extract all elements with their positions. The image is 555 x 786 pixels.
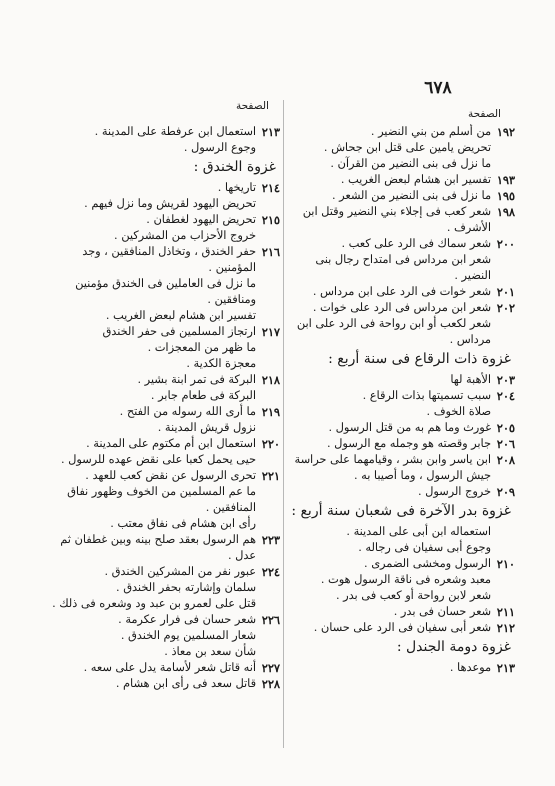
index-entry: [40, 212, 280, 228]
entry-text: شعر سماك فى الرد على كعب .: [341, 237, 491, 250]
entry-page-number: ١٩٥: [496, 189, 515, 203]
entry-page-number: ٢٢٦: [261, 613, 280, 627]
section-heading: غزوة ذات الرقاع فى سنة أربع :: [328, 351, 511, 367]
entry-text: صلاة الخوف .: [426, 405, 491, 418]
entry-text: استعمال ابن أم مكتوم على المدينة .: [86, 437, 256, 450]
entry-page-number: ١٩٢: [496, 125, 515, 139]
entry-text: ابن ياسر وابن بشر ، وقيامهما على حراسة جيش الرسول ، وما أصيبا به .: [294, 453, 491, 482]
entry-text: جابر وقصته هو وجمله مع الرسول .: [326, 437, 491, 450]
entry-text: شعار المسلمين يوم الخندق .: [120, 629, 256, 642]
index-entry: [288, 204, 515, 236]
section-heading: غزوة الخندق :: [193, 159, 276, 175]
entry-page-number: ٢١٠: [496, 557, 515, 571]
entry-page-number: ٢٠١: [496, 285, 515, 299]
entry-text: ارتجاز المسلمين فى حفر الخندق: [102, 325, 256, 338]
entry-text: شعر لابن رواحة أو كعب فى بدر .: [335, 589, 491, 602]
index-entry: [40, 468, 280, 484]
entry-text: أنه قاتل شعر لأسامة يدل على سعه .: [83, 661, 256, 674]
entry-text: الرسول ومخشى الضمرى .: [364, 557, 491, 570]
entry-page-number: ٢١٤: [261, 181, 280, 195]
index-entry: [40, 628, 280, 644]
entry-page-number: ٢٢٤: [261, 565, 280, 579]
index-entry: [288, 604, 515, 620]
index-entry: [288, 172, 515, 188]
index-entry: [288, 156, 515, 172]
entry-page-number: ٢١٨: [261, 373, 280, 387]
entry-page-number: ٢١٥: [261, 213, 280, 227]
left-column: [40, 124, 280, 724]
entry-page-number: ٢١٦: [261, 245, 280, 259]
index-entry: [40, 372, 280, 388]
index-entry: [288, 236, 515, 252]
index-entry: [40, 420, 280, 436]
entry-page-number: ٢٠٥: [496, 421, 515, 435]
entry-text: عبور نفر من المشركين الخندق .: [104, 565, 256, 578]
entry-text: غورث وما هم به من قتل الرسول .: [328, 421, 491, 434]
column-divider: [283, 100, 284, 748]
entry-text: شعر حسان فى فرار عكرمة .: [118, 613, 256, 626]
entry-page-number: ٢٠٨: [496, 453, 515, 467]
entry-text: هم الرسول بعقد صلح بينه وبين غطفان ثم عدل .: [60, 533, 256, 562]
entry-text: حفر الخندق ، وتخاذل المنافقين ، وجد المؤمنين .: [82, 245, 256, 274]
index-entry: [40, 180, 280, 196]
entry-page-number: ٢١٣: [496, 661, 515, 675]
entry-text: ما نزل فى بنى النضير من القرآن .: [330, 157, 491, 170]
index-entry: [288, 452, 515, 484]
index-entry: [40, 484, 280, 516]
entry-page-number: ٢١١: [496, 605, 515, 619]
entry-text: ما ظهر من المعجزات .: [147, 341, 256, 354]
index-entry: [288, 300, 515, 316]
index-entry: [288, 588, 515, 604]
index-entry: [40, 516, 280, 532]
index-entry: [288, 660, 515, 676]
entry-text: الأهبة لها: [450, 373, 491, 386]
entry-text: تفسير ابن هشام لبعض الغريب .: [340, 173, 491, 186]
entry-text: قاتل سعد فى رأى ابن هشام .: [115, 677, 256, 690]
entry-text: ما أرى الله رسوله من الفتح .: [119, 405, 256, 418]
index-entry: [288, 484, 515, 500]
entry-page-number: ٢٢٧: [261, 661, 280, 675]
header-right-label: الصفحة: [468, 108, 501, 120]
entry-text: سبب تسميتها بذات الرقاع .: [362, 389, 491, 402]
entry-text: حيى يحمل كعبا على نقض عهده للرسول .: [60, 453, 256, 466]
entry-text: شعر ابن مرداس فى الرد على خوات .: [312, 301, 491, 314]
index-entry: [40, 564, 280, 580]
index-entry: [288, 372, 515, 388]
right-column: [288, 124, 515, 724]
entry-text: تحرى الرسول عن نقض كعب للعهد .: [85, 469, 256, 482]
index-entry: [40, 124, 280, 140]
index-entry: [40, 596, 280, 612]
index-entry: [288, 388, 515, 404]
entry-text: تاريخها .: [217, 181, 256, 194]
entry-text: شعر حسان فى بدر .: [393, 605, 491, 618]
entry-text: البركة فى تمر ابنة بشير .: [137, 373, 256, 386]
page-number: ٦٧٨: [424, 78, 452, 98]
index-entry: [40, 324, 280, 340]
index-entry: [40, 404, 280, 420]
index-entry: [288, 540, 515, 556]
index-entry: [40, 612, 280, 628]
entry-text: تفسير ابن هشام لبعض الغريب .: [105, 309, 256, 322]
entry-text: شعر أبى سفيان فى الرد على حسان .: [313, 621, 491, 634]
entry-page-number: ١٩٣: [496, 173, 515, 187]
entry-page-number: ٢٠٠: [496, 237, 515, 251]
entry-text: تحريض يامين على قتل ابن جحاش .: [323, 141, 491, 154]
entry-page-number: ٢٠٩: [496, 485, 515, 499]
entry-text: وجوع الرسول .: [183, 141, 256, 154]
index-entry: [288, 404, 515, 420]
index-entry: [40, 452, 280, 468]
entry-page-number: ١٩٨: [496, 205, 515, 219]
index-entry: [40, 676, 280, 692]
index-entry: [40, 196, 280, 212]
entry-text: خروج الأحزاب من المشركين .: [114, 229, 256, 242]
entry-text: تحريض اليهود لقريش وما نزل فيهم .: [84, 197, 256, 210]
index-entry: [40, 388, 280, 404]
index-entry: [40, 580, 280, 596]
index-entry: [288, 188, 515, 204]
index-entry: [40, 244, 280, 276]
entry-text: من أسلم من بني النضير .: [370, 125, 491, 138]
index-entry: [288, 524, 515, 540]
entry-text: سلمان وإشارته بحفر الخندق .: [116, 581, 256, 594]
index-entry: [40, 532, 280, 564]
entry-text: شعر خوات فى الرد على ابن مرداس .: [312, 285, 491, 298]
entry-page-number: ٢١٣: [261, 125, 280, 139]
index-entry: [288, 572, 515, 588]
entry-text: البركة فى طعام جابر .: [150, 389, 256, 402]
entry-text: شعر لكعب أو ابن رواحة فى الرد على ابن مرداس .: [296, 317, 491, 346]
entry-page-number: ٢٢٨: [261, 677, 280, 691]
entry-page-number: ٢٢٣: [261, 533, 280, 547]
index-entry: [40, 356, 280, 372]
entry-page-number: ٢٠٢: [496, 301, 515, 315]
section-heading: غزوة بدر الآخرة فى شعبان سنة أربع :: [291, 503, 511, 519]
index-entry: [288, 140, 515, 156]
section-heading: غزوة دومة الجندل :: [396, 639, 511, 655]
entry-text: استعمال ابن عرفطة على المدينة .: [94, 125, 256, 138]
index-entry: [40, 340, 280, 356]
entry-page-number: ٢٠٤: [496, 389, 515, 403]
entry-text: قتل على لعمرو بن عبد ود وشعره فى ذلك .: [52, 597, 256, 610]
entry-text: شأن سعد بن معاذ .: [164, 645, 256, 658]
entry-page-number: ٢٠٣: [496, 373, 515, 387]
index-entry: [40, 276, 280, 308]
index-entry: [288, 316, 515, 348]
index-entry: [288, 284, 515, 300]
index-entry: [40, 660, 280, 676]
entry-text: ما عم المسلمين من الخوف وظهور نفاق المنافقين .: [67, 485, 256, 514]
entry-text: ما نزل فى العاملين فى الخندق مؤمنين ومنافقين .: [75, 277, 256, 306]
index-entry: [288, 252, 515, 284]
entry-page-number: ٢١٢: [496, 621, 515, 635]
index-entry: [288, 124, 515, 140]
index-entry: [288, 436, 515, 452]
index-entry: [40, 308, 280, 324]
index-entry: [288, 556, 515, 572]
entry-text: موعدها .: [449, 661, 491, 674]
index-entry: [40, 140, 280, 156]
entry-page-number: ٢٢٠: [261, 437, 280, 451]
entry-page-number: ٢٠٦: [496, 437, 515, 451]
entry-text: شعر ابن مرداس فى امتداح رجال بنى النضير .: [315, 253, 491, 282]
entry-text: ما نزل فى بنى النضير من الشعر .: [331, 189, 491, 202]
entry-text: معبد وشعره فى ناقة الرسول هوت .: [320, 573, 491, 586]
index-entry: [288, 620, 515, 636]
entry-page-number: ٢١٩: [261, 405, 280, 419]
entry-text: استعماله ابن أبى على المدينة .: [346, 525, 491, 538]
index-entry: [40, 436, 280, 452]
entry-text: رأى ابن هشام فى نفاق معتب .: [110, 517, 256, 530]
entry-text: نزول قريش المدينة .: [157, 421, 256, 434]
header-left-label: الصفحة: [236, 100, 269, 112]
index-entry: [40, 228, 280, 244]
index-entry: [288, 420, 515, 436]
index-entry: [40, 644, 280, 660]
entry-page-number: ٢١٧: [261, 325, 280, 339]
entry-page-number: ٢٢١: [261, 469, 280, 483]
entry-text: شعر كعب فى إجلاء بني النضير وقتل ابن الأشرف .: [302, 205, 491, 234]
entry-text: خروج الرسول .: [417, 485, 491, 498]
entry-text: تحريض اليهود لغطفان .: [146, 213, 256, 226]
entry-text: معجزة الكدية .: [186, 357, 256, 370]
entry-text: وجوع أبى سفيان فى رجاله .: [358, 541, 491, 554]
